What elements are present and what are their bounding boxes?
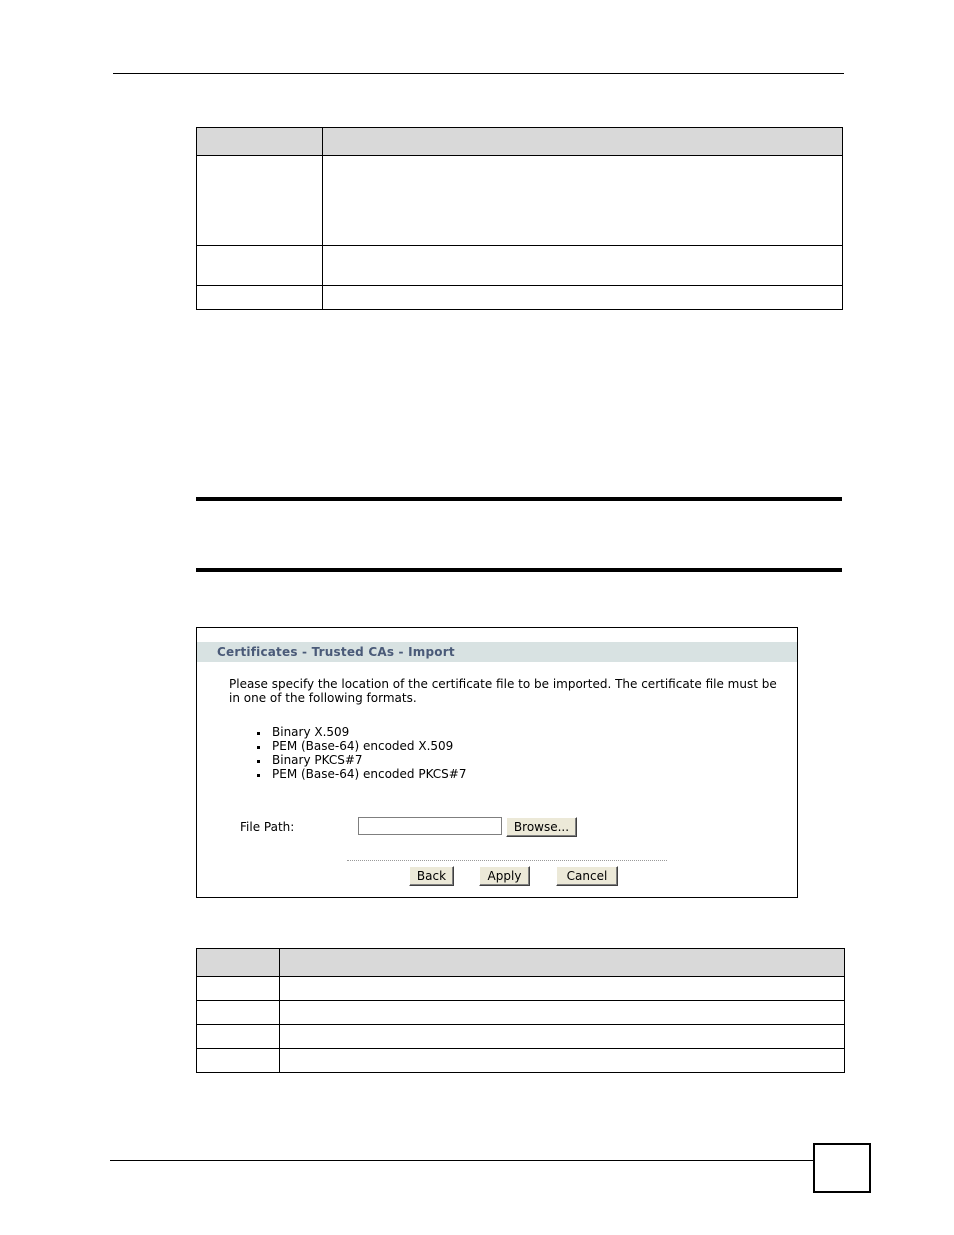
back-button[interactable]: Back	[409, 866, 454, 886]
cancel-button[interactable]: Cancel	[556, 866, 618, 886]
upper-table-header	[197, 128, 843, 156]
footer-rule	[110, 1160, 814, 1161]
list-item: Binary X.509	[257, 725, 466, 739]
screen-intro: Please specify the location of the certificate file to be imported. The certificate file must be in one of the following formats.	[229, 677, 777, 705]
upper-table-row	[197, 286, 843, 310]
format-list	[257, 725, 466, 781]
section-rule-top	[196, 497, 842, 501]
lower-table-row	[197, 977, 845, 1001]
lower-table-row	[197, 1001, 845, 1025]
file-path-label: File Path:	[240, 820, 295, 834]
screen-title: Certificates - Trusted CAs - Import	[197, 642, 797, 662]
button-divider	[347, 860, 667, 861]
lower-table	[196, 948, 845, 1073]
file-path-input[interactable]	[358, 817, 502, 835]
browse-button[interactable]: Browse...	[506, 817, 577, 837]
list-item: PEM (Base-64) encoded X.509	[257, 739, 466, 753]
import-screen	[196, 627, 798, 898]
upper-table-row	[197, 246, 843, 286]
list-item: Binary PKCS#7	[257, 753, 466, 767]
list-item: PEM (Base-64) encoded PKCS#7	[257, 767, 466, 781]
apply-button[interactable]: Apply	[479, 866, 530, 886]
lower-table-row	[197, 1025, 845, 1049]
section-rule-bottom	[196, 568, 842, 572]
page-number-box	[813, 1143, 871, 1193]
header-rule	[113, 73, 844, 74]
lower-table-header	[197, 949, 845, 977]
upper-table-row	[197, 156, 843, 246]
lower-table-row	[197, 1049, 845, 1073]
upper-table	[196, 127, 843, 310]
